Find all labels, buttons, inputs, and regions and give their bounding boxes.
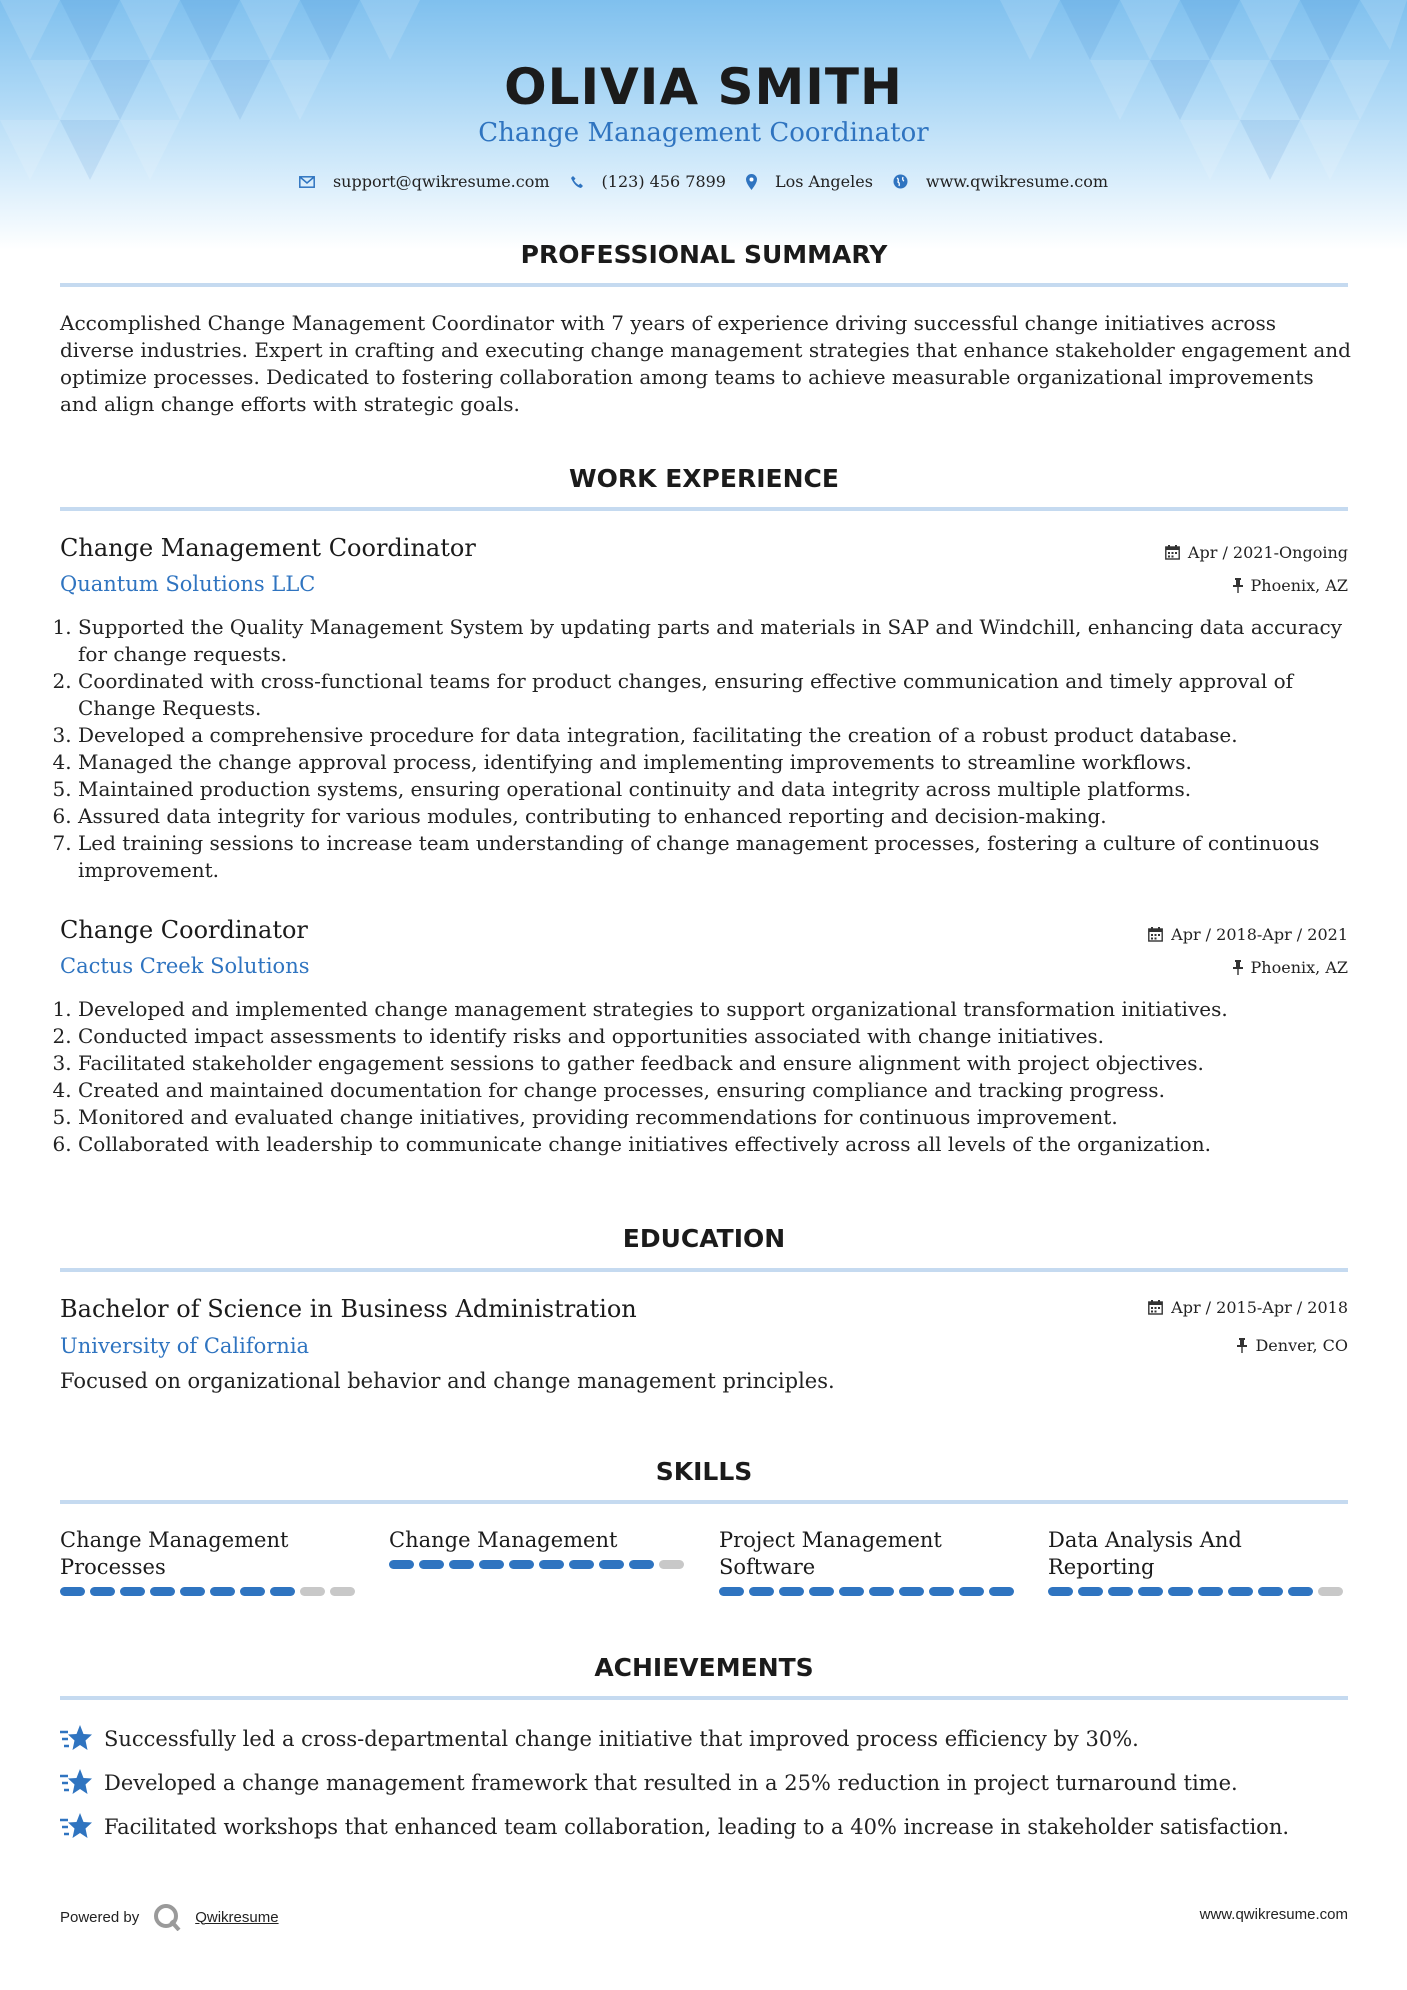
job-location bbox=[1233, 576, 1348, 595]
job-location-text: Phoenix, AZ bbox=[1250, 958, 1348, 977]
job-dates-text: Apr / 2021-Ongoing bbox=[1187, 543, 1348, 562]
skill-segment-filled bbox=[989, 1587, 1014, 1596]
job-dates-text: Apr / 2018-Apr / 2021 bbox=[1171, 925, 1348, 944]
contact-email[interactable] bbox=[299, 172, 550, 191]
skill-segment-empty bbox=[330, 1587, 355, 1596]
star-icon bbox=[60, 1768, 92, 1798]
contact-website[interactable] bbox=[893, 172, 1108, 191]
contact-phone[interactable] bbox=[570, 172, 726, 191]
achievement-text: Developed a change management framework that resulted in a 25% reduction in project turnaround time. bbox=[104, 1771, 1238, 1795]
skill-segment-filled bbox=[60, 1587, 85, 1596]
calendar-icon bbox=[1165, 545, 1180, 560]
section-divider bbox=[60, 1696, 1348, 1700]
skill-segment-filled bbox=[449, 1560, 474, 1569]
skill-segment-filled bbox=[779, 1587, 804, 1596]
skill-level-bar bbox=[1048, 1587, 1348, 1596]
skill-segment-filled bbox=[210, 1587, 235, 1596]
job-dates bbox=[1165, 543, 1348, 562]
skill-segment-filled bbox=[270, 1587, 295, 1596]
education-location bbox=[1237, 1336, 1348, 1355]
job-bullets bbox=[60, 996, 1368, 1158]
skill-segment-filled bbox=[240, 1587, 265, 1596]
section-title-education: EDUCATION bbox=[622, 1224, 786, 1253]
skill-level-bar bbox=[719, 1587, 1019, 1596]
list-item: 7. Led training sessions to increase team understanding of change management processes, fostering a culture of continuous improvement. bbox=[78, 830, 1368, 884]
section-title-summary: PROFESSIONAL SUMMARY bbox=[520, 240, 888, 269]
list-item: 6. Collaborated with leadership to communicate change initiatives effectively across all levels of the organization. bbox=[78, 1131, 1368, 1158]
skill-segment-filled bbox=[150, 1587, 175, 1596]
list-item: 6. Assured data integrity for various modules, contributing to enhanced reporting and decision-making. bbox=[78, 803, 1368, 830]
skill-segment-filled bbox=[569, 1560, 594, 1569]
globe-icon bbox=[893, 174, 908, 189]
section-divider bbox=[60, 283, 1348, 287]
skill-segment-filled bbox=[90, 1587, 115, 1596]
qwikresume-logo-icon bbox=[153, 1903, 181, 1931]
map-pin-icon bbox=[746, 174, 757, 190]
skill-segment-filled bbox=[899, 1587, 924, 1596]
skill-name: Data Analysis And Reporting bbox=[1048, 1528, 1242, 1579]
candidate-name: OLIVIA SMITH bbox=[504, 58, 903, 116]
skill-name: Change Management bbox=[389, 1528, 618, 1552]
brand-link[interactable]: Qwikresume bbox=[195, 1908, 279, 1926]
education-description: Focused on organizational behavior and change management principles. bbox=[60, 1369, 835, 1393]
footer-website[interactable]: www.qwikresume.com bbox=[1199, 1906, 1348, 1923]
section-divider bbox=[60, 1500, 1348, 1504]
skill-segment-empty bbox=[659, 1560, 684, 1569]
contact-location bbox=[746, 172, 873, 191]
achievement-item bbox=[60, 1768, 1238, 1798]
skill-segment-empty bbox=[300, 1587, 325, 1596]
skill-segment-filled bbox=[869, 1587, 894, 1596]
envelope-icon bbox=[299, 176, 315, 188]
skill-segment-empty bbox=[1318, 1587, 1343, 1596]
skill-segment-filled bbox=[419, 1560, 444, 1569]
skill-segment-filled bbox=[1048, 1587, 1073, 1596]
skill-segment-filled bbox=[749, 1587, 774, 1596]
skill-segment-filled bbox=[180, 1587, 205, 1596]
skill-segment-filled bbox=[929, 1587, 954, 1596]
calendar-icon bbox=[1148, 927, 1163, 942]
education-dates-text: Apr / 2015-Apr / 2018 bbox=[1171, 1298, 1348, 1317]
skill-level-bar bbox=[389, 1560, 689, 1569]
company-name: Quantum Solutions LLC bbox=[60, 572, 316, 596]
skill-segment-filled bbox=[1078, 1587, 1103, 1596]
list-item: 2. Conducted impact assessments to identify risks and opportunities associated with change initiatives. bbox=[78, 1023, 1368, 1050]
skill-segment-filled bbox=[509, 1560, 534, 1569]
skill-segment-filled bbox=[1198, 1587, 1223, 1596]
skill-segment-filled bbox=[479, 1560, 504, 1569]
list-item: 5. Maintained production systems, ensuring operational continuity and data integrity across multiple platforms. bbox=[78, 776, 1368, 803]
skill-segment-filled bbox=[1288, 1587, 1313, 1596]
section-divider bbox=[60, 507, 1348, 511]
footer-powered-by bbox=[60, 1903, 279, 1931]
list-item: 3. Facilitated stakeholder engagement sessions to gather feedback and ensure alignment with project objectives. bbox=[78, 1050, 1368, 1077]
summary-text: Accomplished Change Management Coordinator with 7 years of experience driving successful change initiatives across diverse industries. Expert in crafting and executing change management strategies that enhance stakeholder engagement and optimize processes. Dedicated to fostering collaboration among teams to achieve measurable organizational improvements and align change efforts with strategic goals. bbox=[60, 311, 1351, 416]
list-item: 4. Managed the change approval process, identifying and implementing improvements to streamline workflows. bbox=[78, 749, 1368, 776]
education-dates bbox=[1148, 1298, 1348, 1317]
phone-icon bbox=[570, 175, 584, 189]
contact-email-text: support@qwikresume.com bbox=[332, 172, 550, 191]
skill-segment-filled bbox=[629, 1560, 654, 1569]
skill-segment-filled bbox=[1168, 1587, 1193, 1596]
star-icon bbox=[60, 1724, 92, 1754]
skill-level-bar bbox=[60, 1587, 360, 1596]
skill-segment-filled bbox=[719, 1587, 744, 1596]
job-title: Change Coordinator bbox=[60, 916, 308, 944]
section-title-skills: SKILLS bbox=[655, 1457, 753, 1486]
job-location bbox=[1233, 958, 1348, 977]
list-item: 1. Developed and implemented change management strategies to support organizational transformation initiatives. bbox=[78, 996, 1368, 1023]
contact-location-text: Los Angeles bbox=[774, 172, 873, 191]
calendar-icon bbox=[1148, 1300, 1163, 1315]
pushpin-icon bbox=[1233, 960, 1243, 975]
job-bullets bbox=[60, 614, 1368, 884]
skill-segment-filled bbox=[539, 1560, 564, 1569]
skill-item bbox=[719, 1527, 1019, 1596]
star-icon bbox=[60, 1812, 92, 1842]
skill-item bbox=[60, 1527, 360, 1596]
pushpin-icon bbox=[1237, 1338, 1247, 1353]
school-name: University of California bbox=[60, 1334, 310, 1358]
contact-phone-text: (123) 456 7899 bbox=[601, 172, 726, 191]
skill-segment-filled bbox=[120, 1587, 145, 1596]
achievement-text: Facilitated workshops that enhanced team collaboration, leading to a 40% increase in stakeholder satisfaction. bbox=[104, 1815, 1290, 1839]
skill-segment-filled bbox=[599, 1560, 624, 1569]
skill-segment-filled bbox=[389, 1560, 414, 1569]
skill-segment-filled bbox=[839, 1587, 864, 1596]
skill-segment-filled bbox=[1138, 1587, 1163, 1596]
skill-segment-filled bbox=[1228, 1587, 1253, 1596]
job-title: Change Management Coordinator bbox=[60, 534, 476, 562]
job-dates bbox=[1148, 925, 1348, 944]
skill-segment-filled bbox=[1108, 1587, 1133, 1596]
skill-segment-filled bbox=[809, 1587, 834, 1596]
list-item: 1. Supported the Quality Management System by updating parts and materials in SAP and Windchill, enhancing data accuracy for change requests. bbox=[78, 614, 1368, 668]
skill-name: Change Management Processes bbox=[60, 1528, 289, 1579]
skill-segment-filled bbox=[1258, 1587, 1283, 1596]
skill-item bbox=[1048, 1527, 1348, 1596]
powered-by-label: Powered by bbox=[60, 1908, 140, 1926]
achievement-text: Successfully led a cross-departmental change initiative that improved process efficiency by 30%. bbox=[104, 1727, 1139, 1751]
skill-item bbox=[389, 1527, 689, 1569]
candidate-title: Change Management Coordinator bbox=[478, 118, 929, 148]
skill-segment-filled bbox=[959, 1587, 984, 1596]
skill-name: Project Management Software bbox=[719, 1528, 942, 1579]
list-item: 3. Developed a comprehensive procedure for data integration, facilitating the creation of a robust product database. bbox=[78, 722, 1368, 749]
achievement-item bbox=[60, 1724, 1139, 1754]
section-title-experience: WORK EXPERIENCE bbox=[569, 464, 839, 493]
pushpin-icon bbox=[1233, 578, 1243, 593]
contact-website-text: www.qwikresume.com bbox=[925, 172, 1109, 191]
achievement-item bbox=[60, 1812, 1289, 1842]
section-title-achievements: ACHIEVEMENTS bbox=[594, 1653, 814, 1682]
degree-title: Bachelor of Science in Business Administration bbox=[60, 1295, 637, 1323]
list-item: 2. Coordinated with cross-functional teams for product changes, ensuring effective communication and timely approval of Change Requests. bbox=[78, 668, 1368, 722]
job-location-text: Phoenix, AZ bbox=[1250, 576, 1348, 595]
contact-bar bbox=[0, 172, 1407, 191]
list-item: 4. Created and maintained documentation for change processes, ensuring compliance and tracking progress. bbox=[78, 1077, 1368, 1104]
section-divider bbox=[60, 1268, 1348, 1272]
list-item: 5. Monitored and evaluated change initiatives, providing recommendations for continuous improvement. bbox=[78, 1104, 1368, 1131]
company-name: Cactus Creek Solutions bbox=[60, 954, 310, 978]
education-location-text: Denver, CO bbox=[1255, 1336, 1348, 1355]
